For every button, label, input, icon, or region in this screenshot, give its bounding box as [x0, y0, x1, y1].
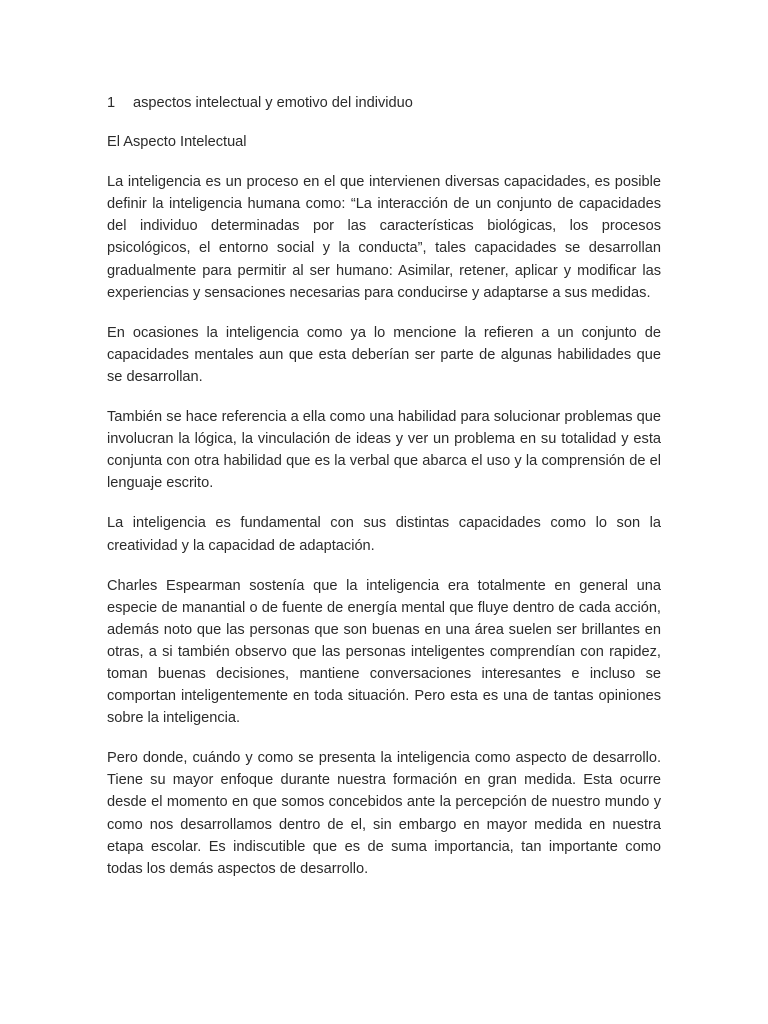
heading-number: 1	[107, 95, 116, 111]
paragraph: Charles Espearman sostenía que la inteligencia era totalmente en general una especie de manantial o de fuente de energía mental que fluye dentro de cada acción, además noto que las personas que son buenas en una área suelen ser brillantes en otras, a si también observo que las personas inteligentes comprendían con rapidez, toman buenas decisiones, mantiene conversaciones interesantes e incluso se comportan inteligentemente en toda situación. Pero esta es una de tantas opiniones sobre la inteligencia.	[107, 577, 661, 727]
paragraph: La inteligencia es un proceso en el que intervienen diversas capacidades, es posible definir la inteligencia humana como: “La interacción de un conjunto de capacidades del individuo determinadas por las características biológicas, los procesos psicológicos, el entorno social y la conducta”, tales capacidades se desarrollan gradualmente para permitir al ser humano: Asimilar, retener, aplicar y modificar las experiencias y sensaciones necesarias para conducirse y adaptarse a sus medidas.	[107, 174, 661, 301]
section-title: El Aspecto Intelectual	[107, 134, 247, 151]
document-heading	[107, 92, 661, 114]
paragraph: La inteligencia es fundamental con sus distintas capacidades como lo son la creatividad y la capacidad de adaptación.	[107, 515, 661, 554]
paragraph: También se hace referencia a ella como una habilidad para solucionar problemas que involucran la lógica, la vinculación de ideas y ver un problema en su totalidad y esta conjunta con otra habilidad que es la verbal que abarca el uso y la comprensión de el lenguaje escrito.	[107, 409, 661, 492]
paragraph: Pero donde, cuándo y como se presenta la inteligencia como aspecto de desarrollo. Tiene su mayor enfoque durante nuestra formación en gran medida. Esta ocurre desde el momento en que somos concebidos ante la percepción de nuestro mundo y como nos desarrollamos dentro de el, sin embargo en mayor medida en nuestra etapa escolar. Es indiscutible que es de suma importancia, tan importante como todas los demás aspectos de desarrollo.	[107, 750, 661, 877]
heading-text: aspectos intelectual y emotivo del individuo	[133, 95, 413, 111]
paragraph: En ocasiones la inteligencia como ya lo mencione la refieren a un conjunto de capacidades mentales aun que esta deberían ser parte de algunas habilidades que se desarrollan.	[107, 324, 661, 385]
document-page	[107, 92, 661, 898]
